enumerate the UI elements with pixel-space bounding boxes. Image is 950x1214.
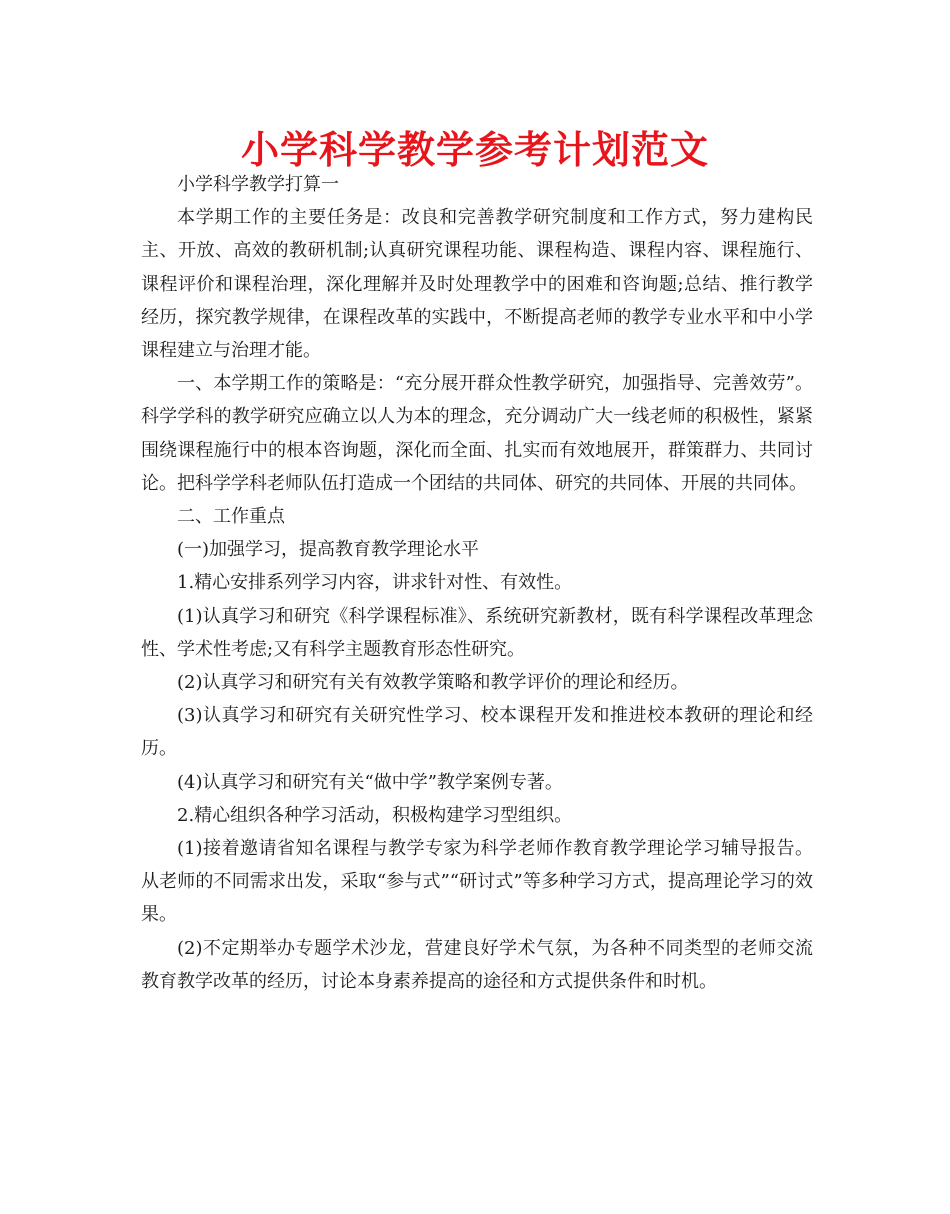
paragraph: (1)接着邀请省知名课程与教学专家为科学老师作教育教学理论学习辅导报告。从老师的不同需求出发，采取“参与式”“研讨式”等多种学习方式，提高理论学习的效果。 <box>141 838 813 926</box>
paragraph: 本学期工作的主要任务是：改良和完善教学研究制度和工作方式，努力建构民主、开放、高效的教研机制;认真研究课程功能、课程构造、课程内容、课程施行、课程评价和课程治理，深化理解并及时处理教学中的困难和咨询题;总结、推行教学经历，探究教学规律，在课程改革的实践中，不断提高老师的教学专业水平和中小学课程建立与治理才能。 <box>141 207 813 362</box>
paragraph: (一)加强学习，提高教育教学理论水平 <box>177 539 480 561</box>
paragraph: 二、工作重点 <box>177 506 285 528</box>
paragraph: 2.精心组织各种学习活动，积极构建学习型组织。 <box>177 804 573 826</box>
paragraph: (3)认真学习和研究有关研究性学习、校本课程开发和推进校本教研的理论和经历。 <box>141 705 813 760</box>
paragraph: 一、本学期工作的策略是：“充分展开群众性教学研究，加强指导、完善效劳”。科学学科的教学研究应确立以人为本的理念，充分调动广大一线老师的积极性，紧紧围绕课程施行中的根本咨询题，深化而全面、扎实而有效地展开，群策群力、共同讨论。把科学学科老师队伍打造成一个团结的共同体、研究的共同体、开展的共同体。 <box>141 373 813 494</box>
paragraph: (1)认真学习和研究《科学课程标准》、系统研究新教材，既有科学课程改革理念性、学术性考虑;又有科学主题教育形态性研究。 <box>141 605 813 660</box>
paragraph: 1.精心安排系列学习内容，讲求针对性、有效性。 <box>177 572 573 594</box>
paragraph: (4)认真学习和研究有关“做中学”教学案例专著。 <box>177 771 563 793</box>
document-body <box>141 168 813 998</box>
paragraph: 小学科学教学打算一 <box>177 174 339 195</box>
paragraph: (2)不定期举办专题学术沙龙，营建良好学术气氛，为各种不同类型的老师交流教育教学改革的经历，讨论本身素养提高的途径和方式提供条件和时机。 <box>141 937 813 992</box>
paragraph: (2)认真学习和研究有关有效教学策略和教学评价的理论和经历。 <box>177 672 689 694</box>
document-title: 小学科学教学参考计划范文 <box>240 127 709 172</box>
